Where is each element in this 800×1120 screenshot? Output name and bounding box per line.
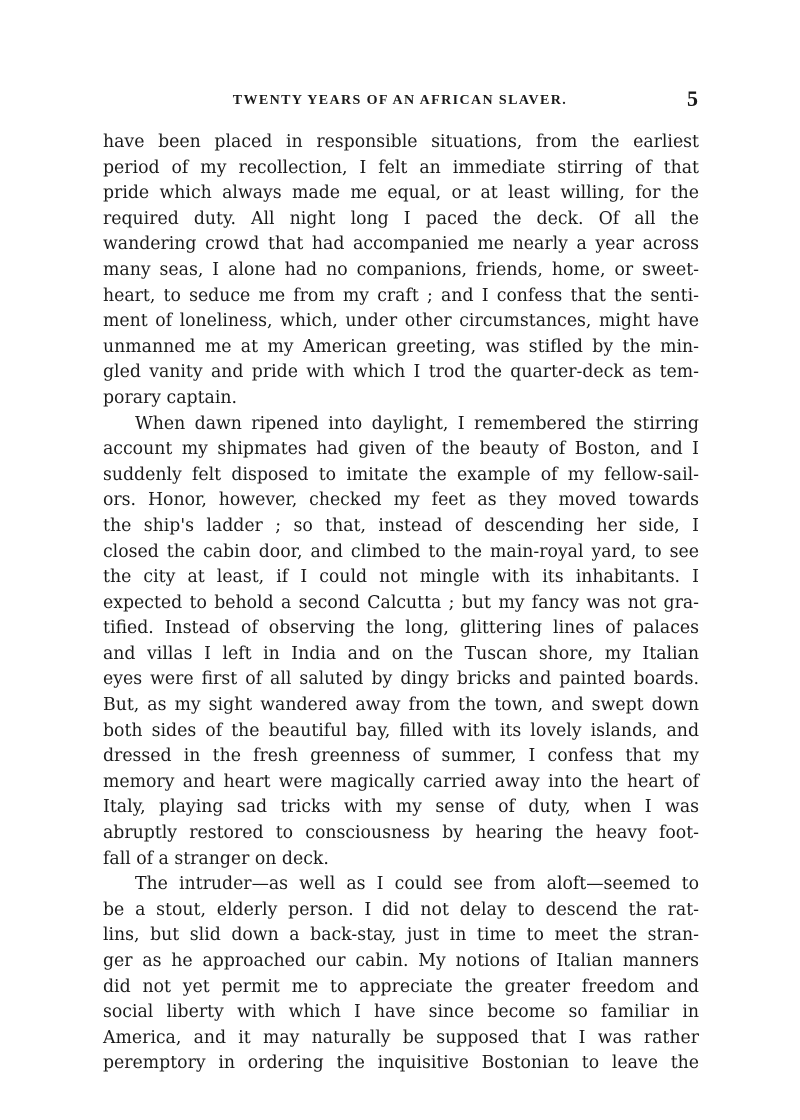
text-line: pride which always made me equal, or at least willing, for the [103, 183, 699, 204]
text-line: the ship's ladder ; so that, instead of descending her side, I [103, 515, 699, 536]
paragraph-end-line: porary captain. [103, 387, 237, 408]
text-line: ger as he approached our cabin. My notions of Italian manners [103, 951, 699, 971]
text-line: wandering crowd that had accompanied me nearly a year across [103, 234, 699, 255]
body-text [103, 130, 699, 1077]
text-line: ors. Honor, however, checked my feet as they moved towards [103, 490, 699, 511]
text-line: social liberty with which I have since become so familiar in [103, 1002, 699, 1023]
text-line: dressed in the fresh greenness of summer, I confess that my [103, 746, 699, 767]
text-line: abruptly restored to consciousness by hearing the heavy foot- [103, 823, 699, 844]
paragraph-start-line: The intruder—as well as I could see from aloft—seemed to [135, 874, 699, 895]
text-line: eyes were first of all saluted by dingy bricks and painted boards. [103, 669, 699, 690]
text-line: America, and it may naturally be supposed that I was rather [103, 1027, 699, 1048]
paragraph-end-line: fall of a stranger on deck. [103, 848, 329, 869]
text-line: account my shipmates had given of the beauty of Boston, and I [103, 439, 699, 460]
text-line: and villas I left in India and on the Tuscan shore, my Italian [103, 643, 699, 664]
text-line: closed the cabin door, and climbed to the main-royal yard, to see [103, 541, 699, 562]
text-line: unmanned me at my American greeting, was stifled by the min- [103, 336, 699, 357]
text-line: many seas, I alone had no companions, friends, home, or sweet- [103, 259, 699, 280]
text-line: peremptory in ordering the inquisitive Bostonian to leave the [103, 1053, 699, 1074]
text-line: ment of loneliness, which, under other circumstances, might have [103, 311, 699, 332]
text-line: have been placed in responsible situations, from the earliest [103, 132, 699, 152]
paragraph-start-line: When dawn ripened into daylight, I remembered the stirring [135, 413, 699, 434]
text-line: gled vanity and pride with which I trod the quarter-deck as tem- [103, 362, 699, 383]
text-line: Italy, playing sad tricks with my sense of duty, when I was [103, 797, 699, 818]
running-header [102, 86, 698, 116]
text-line: be a stout, elderly person. I did not delay to descend the rat- [103, 899, 699, 920]
text-line: tified. Instead of observing the long, glittering lines of palaces [103, 618, 699, 639]
page-number: 5 [687, 86, 698, 111]
text-line: the city at least, if I could not mingle with its inhabitants. I [103, 567, 699, 588]
text-line: expected to behold a second Calcutta ; but my fancy was not gra- [103, 592, 699, 613]
text-line: did not yet permit me to appreciate the greater freedom and [103, 976, 699, 997]
running-title: TWENTY YEARS OF AN AFRICAN SLAVER. [232, 93, 568, 108]
text-line: lins, but slid down a back-stay, just in time to meet the stran- [103, 925, 699, 946]
text-line: But, as my sight wandered away from the town, and swept down [103, 695, 699, 716]
text-line: heart, to seduce me from my craft ; and I confess that the senti- [103, 285, 699, 306]
text-line: period of my recollection, I felt an immediate stirring of that [103, 157, 699, 178]
text-line: both sides of the beautiful bay, filled with its lovely islands, and [103, 720, 699, 741]
text-line: memory and heart were magically carried away into the heart of [103, 771, 699, 792]
text-line: required duty. All night long I paced the deck. Of all the [103, 208, 699, 229]
text-line: suddenly felt disposed to imitate the example of my fellow-sail- [103, 464, 699, 485]
